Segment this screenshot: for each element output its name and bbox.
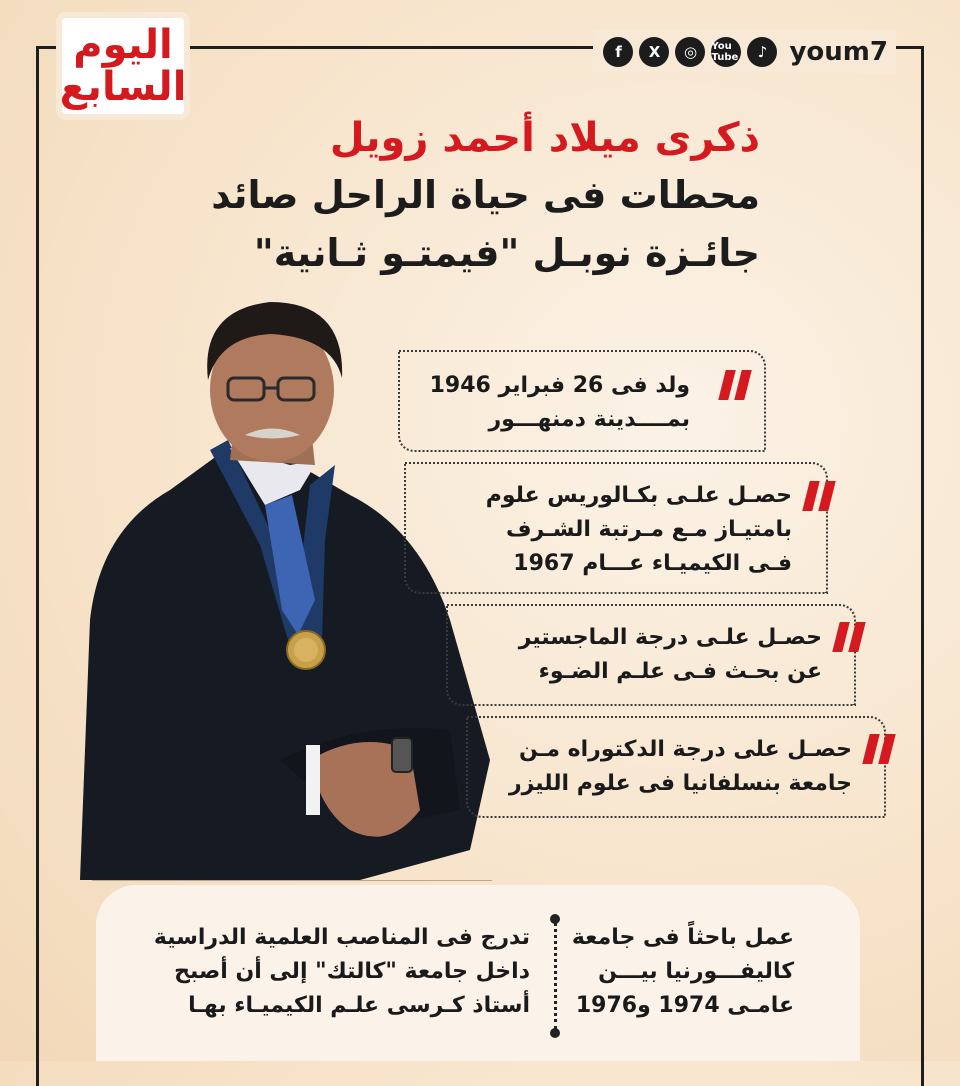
fact-3-line-1: حصـل علـى درجة الماجستير bbox=[518, 625, 822, 650]
youtube-icon[interactable]: You Tube bbox=[711, 37, 741, 67]
headline-line-3: جائـزة نوبـل "فيمتـو ثـانية" bbox=[253, 231, 760, 275]
social-bar bbox=[593, 30, 896, 74]
youm7-logo[interactable] bbox=[59, 18, 187, 114]
quote-mark-icon bbox=[722, 370, 758, 400]
headline-line-1: ذكرى ميلاد أحمد زويل bbox=[329, 115, 760, 161]
logo-line-1: اليوم bbox=[73, 22, 173, 68]
fact-1-line-1: ولد فى 26 فبراير 1946 bbox=[429, 373, 690, 398]
fact-2-line-1: حصـل علـى بكـالوريس علوم bbox=[485, 483, 792, 508]
divider-line bbox=[92, 880, 492, 881]
quote-mark-icon bbox=[836, 622, 872, 652]
fact-2-line-3: فـى الكيميـاء عـــام 1967 bbox=[513, 551, 792, 576]
headline-line-2: محطات فى حياة الراحل صائد bbox=[211, 173, 760, 217]
fact-1-line-2: بمــــدينة دمنهـــور bbox=[488, 407, 690, 432]
bottom-left-line-1: تدرج فى المناصب العلمية الدراسية bbox=[153, 925, 530, 950]
tiktok-icon[interactable]: ♪ bbox=[747, 37, 777, 67]
fact-4-line-1: حصـل على درجة الدكتوراه مـن bbox=[519, 737, 852, 762]
bottom-right-line-3: عامـى 1974 و1976 bbox=[575, 993, 794, 1018]
bottom-left-line-2: داخل جامعة "كالتك" إلى أن أصبح bbox=[174, 959, 530, 984]
dotted-separator bbox=[554, 922, 557, 1030]
quote-mark-icon bbox=[866, 734, 902, 764]
logo-line-2: السابع bbox=[59, 64, 187, 110]
bottom-left-line-3: أستاذ كـرسى علـم الكيميـاء بهـا bbox=[188, 993, 530, 1018]
fact-2-line-2: بامتيـاز مـع مـرتبة الشـرف bbox=[505, 517, 792, 542]
facebook-icon[interactable]: f bbox=[603, 37, 633, 67]
x-icon[interactable]: X bbox=[639, 37, 669, 67]
instagram-icon[interactable]: ◎ bbox=[675, 37, 705, 67]
fact-3-line-2: عن بحـث فـى علـم الضـوء bbox=[538, 659, 822, 684]
headline bbox=[160, 110, 760, 282]
quote-mark-icon bbox=[806, 481, 842, 511]
bottom-right-line-2: كاليفـــورنيا بيـــن bbox=[598, 959, 794, 984]
fact-4-line-2: جامعة بنسلفانيا فى علوم الليزر bbox=[508, 771, 852, 796]
bottom-right-line-1: عمل باحثاً فى جامعة bbox=[571, 925, 794, 950]
wristwatch bbox=[392, 738, 412, 772]
brand-name: youm7 bbox=[789, 37, 888, 67]
